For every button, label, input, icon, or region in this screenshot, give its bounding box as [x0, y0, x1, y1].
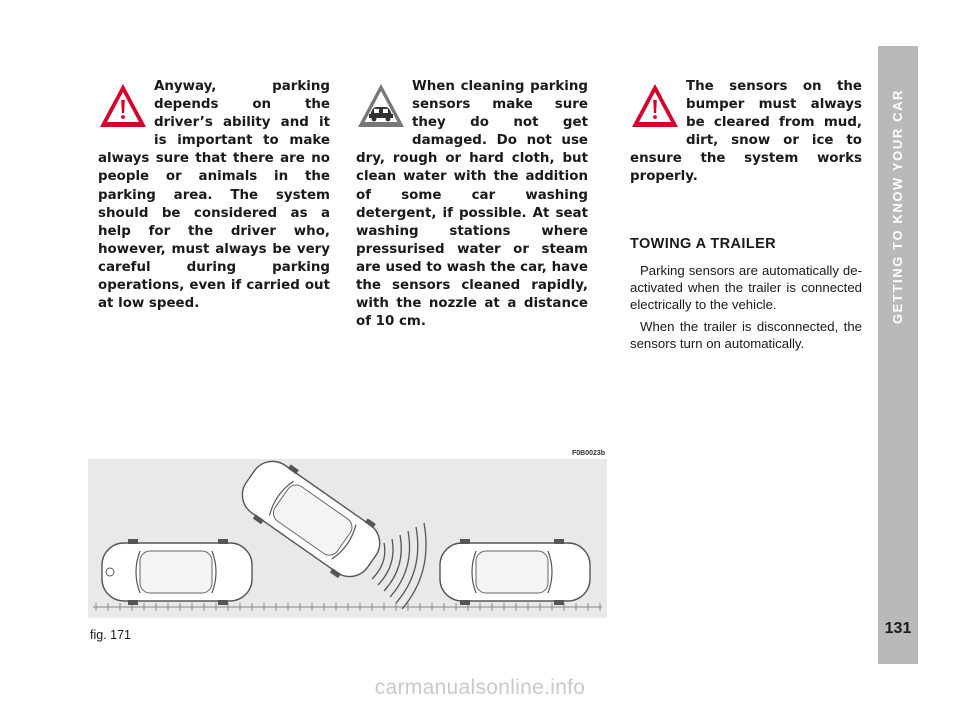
chapter-sidebar [878, 46, 918, 664]
section-paragraph-1: Parking sensors are automatically de-activated when the trailer is connected electrically to the vehicle. [630, 263, 862, 312]
section-heading: TOWING A TRAILER [630, 236, 777, 252]
parked-car-right [440, 539, 590, 605]
warning-triangle-icon [630, 81, 680, 131]
figure-code: F0B0023b [572, 450, 606, 457]
chapter-title: GETTING TO KNOW YOUR CAR [890, 88, 906, 324]
page-number: 131 [884, 620, 912, 637]
warning-text-3: The sensors on the bumper must always be cleared from mud, dirt, snow or ice to ensure the system works properly. [630, 79, 862, 185]
section-paragraph-2: When the trailer is disconnected, the sensors turn on automatically. [630, 319, 862, 351]
parking-illustration [88, 459, 607, 618]
figure-caption: fig. 171 [90, 628, 132, 642]
warning-block-2 [356, 78, 588, 331]
warning-triangle-icon [98, 81, 148, 131]
parked-car-left [102, 539, 252, 605]
warning-block-3 [630, 78, 862, 187]
warning-block-1 [98, 78, 330, 313]
warning-text-2: When cleaning parking sensors make sure they do not get damaged. Do not use dry, rough or hard cloth, but clean water with the addition of some car washing detergent, if possible. At seat washing stations where pressurised water or steam are used to wash the car, have the sensors cleaned rapidly, with the nozzle at a distance of 10 cm. [356, 79, 588, 330]
watermark: carmanualsonline.info [374, 676, 586, 699]
warning-text-1: Anyway, parking depends on the driver’s ability and it is important to make always sure that there are no people or animals in the parking area. The system should be considered as a help for the driver who, however, must always be very careful during parking operations, even if carried out at low speed. [98, 79, 330, 312]
car-wash-triangle-icon [356, 81, 406, 131]
